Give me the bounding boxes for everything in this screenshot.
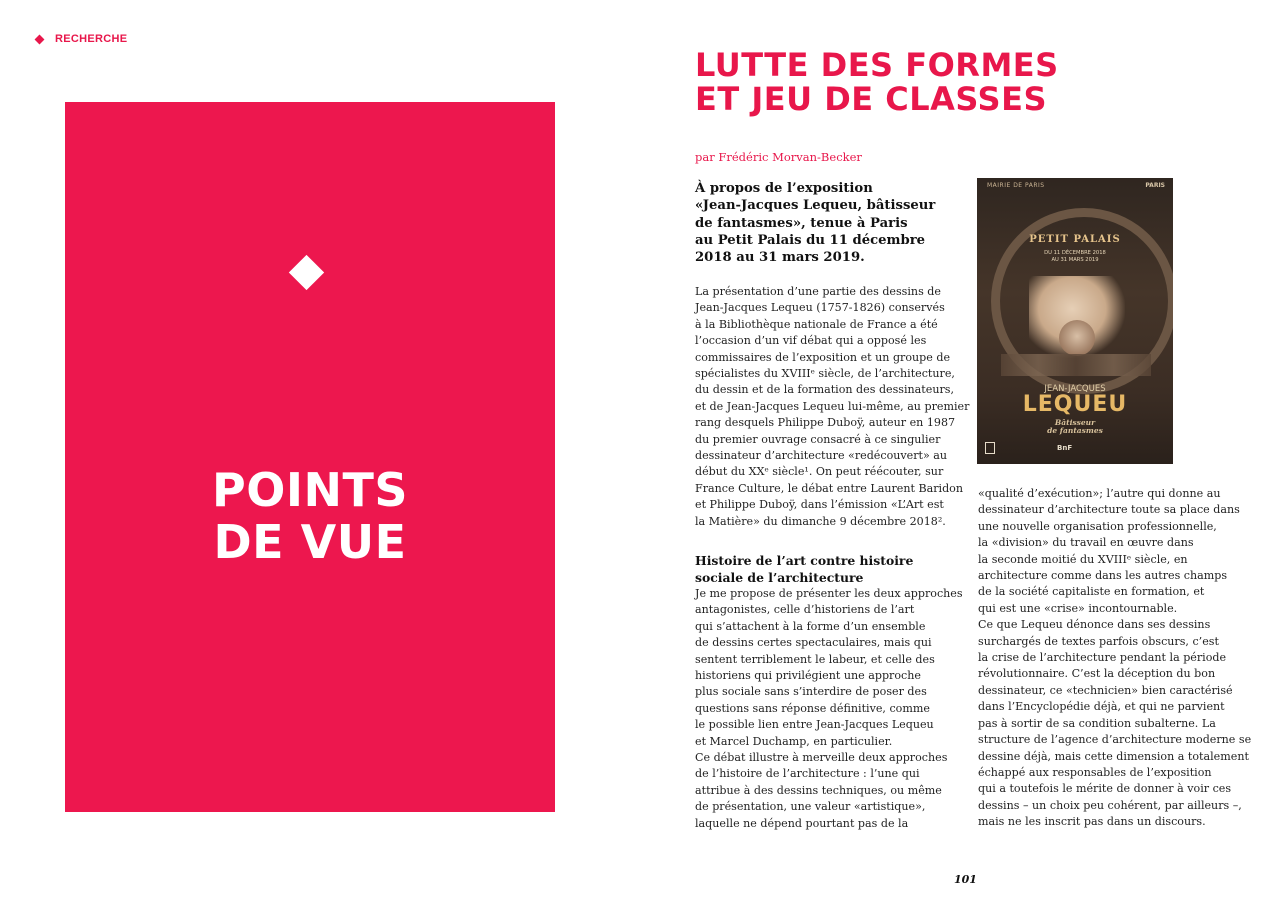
body-column-1a [695, 284, 969, 530]
intro-line: «Jean-Jacques Lequeu, bâtisseur [695, 198, 936, 214]
poster-subtitle-line: Bâtisseur [1054, 418, 1096, 427]
text-line: dessinateur d’architecture «redécouvert» au [695, 449, 948, 463]
text-line: Je me propose de présenter les deux approches [695, 587, 963, 600]
text-line: le possible lien entre Jean-Jacques Lequeu [695, 718, 934, 732]
text-line: la crise de l’architecture pendant la période [978, 651, 1227, 665]
text-line: dessine déjà, mais cette dimension a totalement [978, 749, 1249, 763]
text-line: à la Bibliothèque nationale de France a été [695, 317, 938, 331]
body-column-1b [695, 586, 963, 832]
intro-line: 2018 au 31 mars 2019. [695, 250, 865, 266]
text-line: Jean-Jacques Lequeu (1757-1826) conservés [695, 301, 945, 315]
text-line: et Philippe Duboÿ, dans l’émission «L’Art est [695, 498, 944, 512]
subhead-line: sociale de l’architecture [695, 569, 864, 585]
text-line: mais ne les inscrit pas dans un discours. [978, 815, 1206, 829]
body-column-2 [978, 486, 1251, 831]
text-line: laquelle ne dépend pourtant pas de la [695, 816, 909, 830]
poster-subtitle [977, 419, 1173, 435]
article-author: par Frédéric Morvan-Becker [695, 150, 862, 164]
poster-name-first: JEAN-JACQUES [1044, 384, 1106, 394]
text-line: antagonistes, celle d’historiens de l’art [695, 603, 915, 617]
text-line: qui a toutefois le mérite de donner à voir ces [978, 782, 1232, 796]
intro-line: au Petit Palais du 11 décembre [695, 232, 926, 248]
title-line: ET JEU DE CLASSES [695, 80, 1047, 118]
text-line: dans l’Encyclopédie déjà, et qui ne parvient [978, 700, 1225, 714]
section-subheading [695, 553, 913, 586]
exhibition-poster [977, 178, 1173, 464]
text-line: questions sans réponse définitive, comme [695, 701, 930, 715]
poster-top-left: MAIRIE DE PARIS [987, 182, 1045, 189]
text-line: dessins – un choix peu cohérent, par ailleurs –, [978, 798, 1242, 812]
diamond-icon [35, 34, 45, 44]
text-line: du dessin et de la formation des dessinateurs, [695, 383, 954, 397]
text-line: rang desquels Philippe Duboÿ, auteur en 1987 [695, 416, 956, 430]
page-number: 101 [954, 873, 977, 886]
panel-title [65, 464, 555, 568]
text-line: dessinateur d’architecture toute sa place dans [978, 503, 1240, 517]
poster-top-right: PARIS [1145, 182, 1165, 189]
text-line: plus sociale sans s’interdire de poser des [695, 685, 927, 699]
text-line: Ce débat illustre à merveille deux approches [695, 751, 948, 765]
article-intro [695, 180, 965, 266]
poster-date-line: DU 11 DÉCEMBRE 2018 [1044, 250, 1106, 256]
text-line: spécialistes du XVIIIᵉ siècle, de l’architecture, [695, 367, 955, 381]
section-label: RECHERCHE [55, 33, 128, 45]
text-line: la «division» du travail en œuvre dans [978, 536, 1194, 550]
poster-figure-head [1059, 320, 1095, 356]
section-tag [36, 33, 127, 45]
text-line: France Culture, le débat entre Laurent Baridon [695, 481, 964, 495]
text-line: du premier ouvrage consacré à ce singulier [695, 432, 941, 446]
text-line: de dessins certes spectaculaires, mais qui [695, 636, 932, 650]
panel-title-line: POINTS [212, 463, 408, 517]
poster-subtitle-line: de fantasmes [1047, 426, 1103, 435]
text-line: qui s’attachent à la forme d’un ensemble [695, 619, 926, 633]
text-line: et Marcel Duchamp, en particulier. [695, 734, 893, 748]
text-line: de présentation, une valeur «artistique», [695, 800, 926, 814]
text-line: historiens qui privilégient une approche [695, 669, 921, 683]
text-line: de la société capitaliste en formation, et [978, 585, 1205, 599]
poster-bnf-logo: BnF [1057, 444, 1073, 452]
petit-palais-logo-icon [985, 442, 995, 454]
text-line: la Matière» du dimanche 9 décembre 2018². [695, 514, 946, 528]
text-line: attribue à des dessins techniques, ou même [695, 783, 942, 797]
panel-title-line: DE VUE [213, 515, 407, 569]
intro-line: de fantasmes», tenue à Paris [695, 215, 908, 231]
text-line: l’occasion d’un vif débat qui a opposé les [695, 334, 927, 348]
text-line: sentent terriblement le labeur, et celle des [695, 652, 935, 666]
text-line: «qualité d’exécution»; l’autre qui donne au [978, 487, 1221, 500]
text-line: surchargés de textes parfois obscurs, c’est [978, 634, 1219, 648]
poster-venue: PETIT PALAIS [1029, 234, 1121, 245]
text-line: dessinateur, ce «technicien» bien caractérisé [978, 683, 1233, 697]
text-line: début du XXᵉ siècle¹. On peut réécouter, sur [695, 465, 944, 479]
text-line: structure de l’agence d’architecture moderne se [978, 733, 1252, 747]
text-line: Ce que Lequeu dénonce dans ses dessins [978, 618, 1211, 632]
article-title [695, 48, 1059, 116]
text-line: pas à sortir de sa condition subalterne. La [978, 716, 1216, 730]
intro-line: À propos de l’exposition [695, 181, 873, 196]
text-line: une nouvelle organisation professionnelle, [978, 519, 1217, 533]
section-panel [65, 102, 555, 812]
text-line: et de Jean-Jacques Lequeu lui-même, au premier [695, 399, 970, 413]
poster-dates [977, 250, 1173, 264]
poster-date-line: AU 31 MARS 2019 [1051, 257, 1099, 263]
subhead-line: Histoire de l’art contre histoire [695, 553, 914, 568]
text-line: de l’histoire de l’architecture : l’une qui [695, 767, 920, 781]
poster-name-last: LEQUEU [1022, 392, 1128, 417]
text-line: commissaires de l’exposition et un groupe de [695, 350, 951, 364]
text-line: qui est une «crise» incontournable. [978, 601, 1178, 615]
diamond-icon [289, 255, 324, 290]
title-line: LUTTE DES FORMES [695, 46, 1059, 84]
text-line: la seconde moitié du XVIIIᵉ siècle, en [978, 552, 1188, 566]
poster-masks [1001, 354, 1151, 376]
text-line: révolutionnaire. C’est la déception du bon [978, 667, 1216, 681]
text-line: échappé aux responsables de l’exposition [978, 765, 1212, 779]
text-line: architecture comme dans les autres champs [978, 569, 1228, 583]
text-line: La présentation d’une partie des dessins de [695, 285, 941, 298]
